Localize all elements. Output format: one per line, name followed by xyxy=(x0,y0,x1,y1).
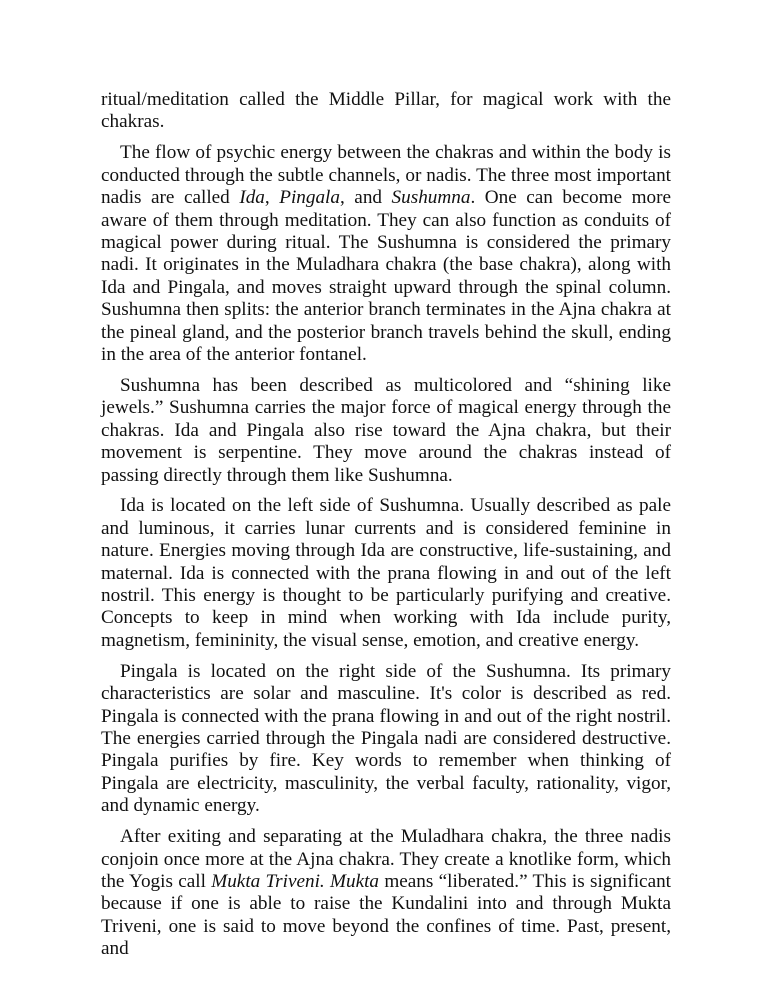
paragraph-6-text-a: After exiting and separating at the Muladhara chakra, the three nadis conjoin once more at the Ajna chakra. They create a knotlike form, which the Yogis call xyxy=(101,826,671,892)
paragraph-4-text: Ida is located on the left side of Sushumna. Usually described as pale and luminous, it carries lunar currents and is considered feminine in nature. Energies moving through Ida are constructive, life-sustaining, and maternal. Ida is connected with the prana flowing in and out of the left nostril. This energy is thought to be particularly purifying and creative. Concepts to keep in mind when working with Ida include purity, magnetism, femininity, the visual sense, emotion, and creative energy. xyxy=(101,495,671,651)
paragraph-5-text: Pingala is located on the right side of the Sushumna. Its primary characteristics are solar and masculine. It's color is described as red. Pingala is connected with the prana flowing in and out of the right nostril. The energies carried through the Pingala nadi are considered destructive. Pingala purifies by fire. Key words to remember when thinking of Pingala are electricity, masculinity, the verbal faculty, rationality, vigor, and dynamic energy. xyxy=(101,660,671,817)
paragraph-2-text-d: . One can become more aware of them through meditation. They can also function as conduits of magical power during ritual. The Sushumna is considered the primary nadi. It originates in the Muladhara chakra (the base chakra), along with Ida and Pingala, and moves straight upward through the spinal column. Sushumna then splits: the anterior branch terminates in the Ajna chakra at the pineal gland, and the posterior branch travels behind the skull, ending in the area of the anterior fontanel. xyxy=(101,187,672,365)
page-body xyxy=(101,89,671,961)
term-sushumna: Sushumna xyxy=(391,187,471,209)
paragraph-3-text: Sushumna has been described as multicolored and “shining like jewels.” Sushumna carries the major force of magical energy through the chakras. Ida and Pingala also rise toward the Ajna chakra, but their movement is serpentine. They move around the chakras instead of passing directly through them like Sushumna. xyxy=(101,374,671,486)
paragraph-2-text-b: , xyxy=(264,187,280,209)
term-ida: Ida xyxy=(239,187,265,209)
paragraph-4 xyxy=(101,495,671,652)
paragraph-3 xyxy=(101,375,671,487)
paragraph-6-text-b: means “liberated.” This is significant because if one is able to raise the Kundalini into and through Mukta Triveni, one is said to move beyond the confines of time. Past, present, and xyxy=(101,870,672,960)
term-pingala: Pingala xyxy=(279,187,340,209)
paragraph-2-text-a: The flow of psychic energy between the chakras and within the body is conducted through the subtle channels, or nadis. The three most important nadis are called xyxy=(101,142,671,209)
term-mukta-triveni: Mukta Triveni. Mukta xyxy=(211,870,380,892)
paragraph-6 xyxy=(101,826,671,960)
paragraph-5 xyxy=(101,661,671,818)
paragraph-2-text-c: , and xyxy=(339,187,392,209)
paragraph-2 xyxy=(101,142,671,366)
paragraph-1 xyxy=(101,89,671,134)
paragraph-1-text: ritual/meditation called the Middle Pillar, for magical work with the chakras. xyxy=(101,89,671,133)
